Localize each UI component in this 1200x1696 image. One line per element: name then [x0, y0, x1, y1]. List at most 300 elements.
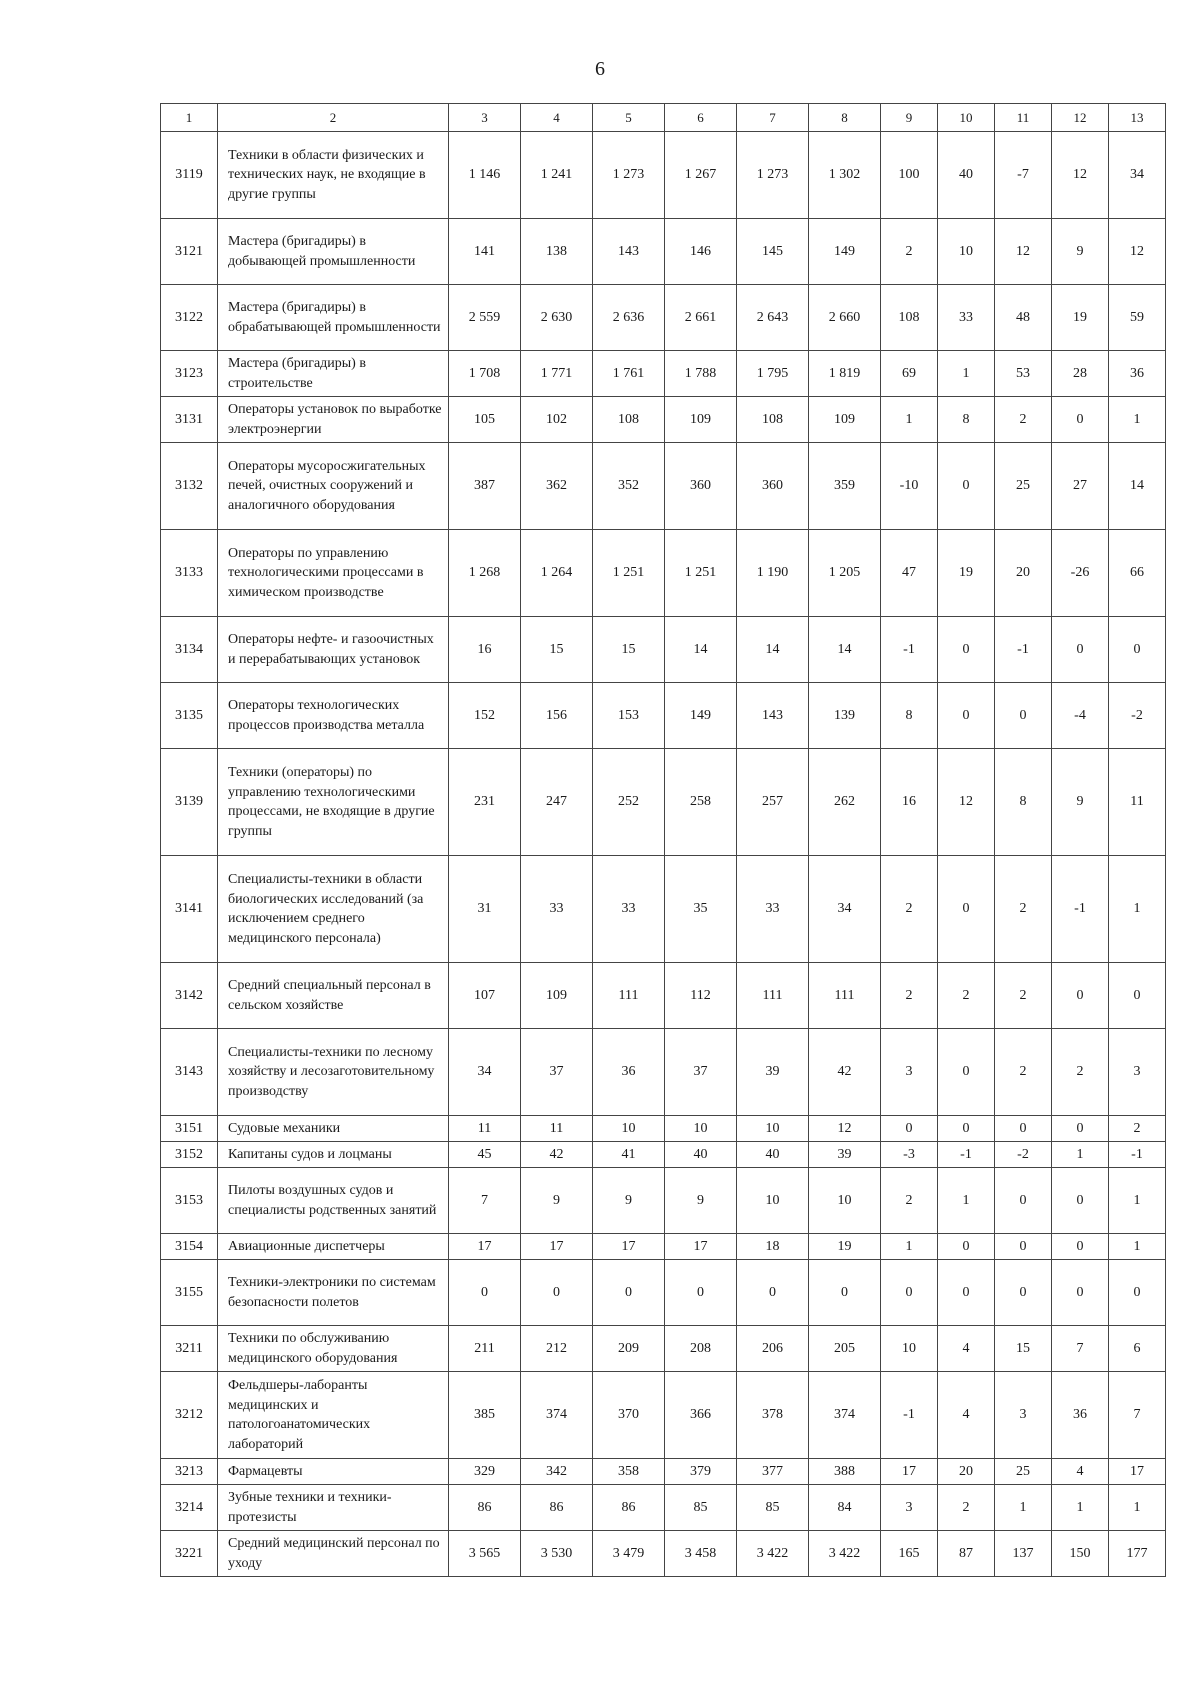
- value-cell: 17: [881, 1459, 938, 1485]
- value-cell: 10: [665, 1116, 737, 1142]
- value-cell: 0: [1052, 1260, 1109, 1326]
- value-cell: 10: [593, 1116, 665, 1142]
- value-cell: 112: [665, 963, 737, 1029]
- value-cell: 2 661: [665, 285, 737, 351]
- value-cell: 0: [938, 856, 995, 963]
- value-cell: 85: [665, 1485, 737, 1531]
- value-cell: 3 422: [737, 1531, 809, 1577]
- value-cell: 1: [1109, 1234, 1166, 1260]
- value-cell: -10: [881, 443, 938, 530]
- value-cell: 35: [665, 856, 737, 963]
- value-cell: 41: [593, 1142, 665, 1168]
- table-row: [161, 1326, 1166, 1372]
- value-cell: 143: [737, 683, 809, 749]
- value-cell: 2: [995, 856, 1052, 963]
- value-cell: -1: [1052, 856, 1109, 963]
- value-cell: 12: [995, 219, 1052, 285]
- value-cell: 19: [809, 1234, 881, 1260]
- value-cell: 146: [665, 219, 737, 285]
- value-cell: 47: [881, 530, 938, 617]
- occupation-name: Техники (операторы) по управлению технологическими процессами, не входящие в другие группы: [218, 749, 449, 856]
- occupation-name: Техники-электроники по системам безопасности полетов: [218, 1260, 449, 1326]
- value-cell: 137: [995, 1531, 1052, 1577]
- column-header: 4: [521, 104, 593, 132]
- value-cell: 1: [938, 351, 995, 397]
- value-cell: 1 819: [809, 351, 881, 397]
- occupation-code: 3123: [161, 351, 218, 397]
- value-cell: 143: [593, 219, 665, 285]
- table-row: [161, 1168, 1166, 1234]
- column-header: 2: [218, 104, 449, 132]
- occupation-code: 3213: [161, 1459, 218, 1485]
- value-cell: 17: [1109, 1459, 1166, 1485]
- occupation-name: Операторы мусоросжигательных печей, очистных сооружений и аналогичного оборудования: [218, 443, 449, 530]
- value-cell: 11: [521, 1116, 593, 1142]
- value-cell: 17: [449, 1234, 521, 1260]
- value-cell: 9: [1052, 219, 1109, 285]
- column-header: 7: [737, 104, 809, 132]
- value-cell: 108: [881, 285, 938, 351]
- value-cell: 2 636: [593, 285, 665, 351]
- value-cell: 138: [521, 219, 593, 285]
- occupation-name: Техники по обслуживанию медицинского оборудования: [218, 1326, 449, 1372]
- value-cell: 34: [809, 856, 881, 963]
- value-cell: 0: [1052, 1116, 1109, 1142]
- value-cell: 27: [1052, 443, 1109, 530]
- value-cell: 0: [995, 683, 1052, 749]
- table-row: [161, 397, 1166, 443]
- table-row: [161, 1372, 1166, 1459]
- value-cell: 20: [995, 530, 1052, 617]
- value-cell: 0: [737, 1260, 809, 1326]
- value-cell: 0: [938, 683, 995, 749]
- value-cell: 39: [809, 1142, 881, 1168]
- value-cell: 212: [521, 1326, 593, 1372]
- occupation-name: Фармацевты: [218, 1459, 449, 1485]
- value-cell: 1 241: [521, 132, 593, 219]
- value-cell: 0: [995, 1234, 1052, 1260]
- occupation-name: Средний специальный персонал в сельском хозяйстве: [218, 963, 449, 1029]
- value-cell: 7: [1109, 1372, 1166, 1459]
- table-row: [161, 1142, 1166, 1168]
- value-cell: 10: [737, 1116, 809, 1142]
- table-row: [161, 1459, 1166, 1485]
- value-cell: 40: [737, 1142, 809, 1168]
- value-cell: 42: [809, 1029, 881, 1116]
- value-cell: 10: [881, 1326, 938, 1372]
- value-cell: 0: [1052, 1234, 1109, 1260]
- value-cell: 0: [449, 1260, 521, 1326]
- table-row: [161, 617, 1166, 683]
- value-cell: 86: [521, 1485, 593, 1531]
- value-cell: 2 660: [809, 285, 881, 351]
- value-cell: 0: [938, 1260, 995, 1326]
- value-cell: 1 795: [737, 351, 809, 397]
- table-row: [161, 749, 1166, 856]
- value-cell: 0: [1052, 963, 1109, 1029]
- value-cell: 2: [938, 1485, 995, 1531]
- value-cell: 12: [1052, 132, 1109, 219]
- occupation-name: Специалисты-техники по лесному хозяйству и лесозаготовительному производству: [218, 1029, 449, 1116]
- value-cell: 9: [1052, 749, 1109, 856]
- value-cell: 28: [1052, 351, 1109, 397]
- value-cell: 19: [938, 530, 995, 617]
- value-cell: 12: [938, 749, 995, 856]
- table-row: [161, 1116, 1166, 1142]
- occupation-code: 3121: [161, 219, 218, 285]
- value-cell: 10: [809, 1168, 881, 1234]
- value-cell: 1 205: [809, 530, 881, 617]
- value-cell: 3 530: [521, 1531, 593, 1577]
- value-cell: -4: [1052, 683, 1109, 749]
- value-cell: 149: [809, 219, 881, 285]
- value-cell: 1 788: [665, 351, 737, 397]
- value-cell: 0: [1109, 617, 1166, 683]
- value-cell: 231: [449, 749, 521, 856]
- value-cell: 34: [1109, 132, 1166, 219]
- value-cell: 374: [521, 1372, 593, 1459]
- value-cell: 0: [593, 1260, 665, 1326]
- value-cell: 86: [449, 1485, 521, 1531]
- occupation-code: 3141: [161, 856, 218, 963]
- value-cell: 15: [593, 617, 665, 683]
- value-cell: 3: [881, 1029, 938, 1116]
- value-cell: 14: [809, 617, 881, 683]
- value-cell: 37: [665, 1029, 737, 1116]
- column-header: 6: [665, 104, 737, 132]
- value-cell: 247: [521, 749, 593, 856]
- value-cell: 14: [665, 617, 737, 683]
- value-cell: 33: [593, 856, 665, 963]
- page-number: 6: [595, 58, 605, 80]
- value-cell: 1: [1052, 1485, 1109, 1531]
- table-row: [161, 219, 1166, 285]
- occupation-code: 3155: [161, 1260, 218, 1326]
- value-cell: 8: [938, 397, 995, 443]
- value-cell: -7: [995, 132, 1052, 219]
- value-cell: 37: [521, 1029, 593, 1116]
- column-header: 12: [1052, 104, 1109, 132]
- data-table: [160, 103, 1166, 1577]
- value-cell: 165: [881, 1531, 938, 1577]
- occupation-code: 3131: [161, 397, 218, 443]
- occupation-code: 3142: [161, 963, 218, 1029]
- value-cell: 2: [995, 397, 1052, 443]
- value-cell: 86: [593, 1485, 665, 1531]
- value-cell: 2: [881, 963, 938, 1029]
- value-cell: 8: [881, 683, 938, 749]
- occupation-name: Пилоты воздушных судов и специалисты родственных занятий: [218, 1168, 449, 1234]
- value-cell: 19: [1052, 285, 1109, 351]
- value-cell: 102: [521, 397, 593, 443]
- value-cell: 1 273: [737, 132, 809, 219]
- value-cell: 342: [521, 1459, 593, 1485]
- table-row: [161, 530, 1166, 617]
- value-cell: 40: [938, 132, 995, 219]
- value-cell: 3: [1109, 1029, 1166, 1116]
- value-cell: 15: [521, 617, 593, 683]
- value-cell: 25: [995, 443, 1052, 530]
- value-cell: 109: [809, 397, 881, 443]
- value-cell: 40: [665, 1142, 737, 1168]
- occupation-code: 3143: [161, 1029, 218, 1116]
- value-cell: 69: [881, 351, 938, 397]
- column-header: 5: [593, 104, 665, 132]
- value-cell: 4: [938, 1326, 995, 1372]
- occupation-code: 3139: [161, 749, 218, 856]
- occupation-code: 3221: [161, 1531, 218, 1577]
- value-cell: -3: [881, 1142, 938, 1168]
- value-cell: 0: [938, 1234, 995, 1260]
- value-cell: 1 264: [521, 530, 593, 617]
- value-cell: 14: [737, 617, 809, 683]
- value-cell: 15: [995, 1326, 1052, 1372]
- occupation-name: Фельдшеры-лаборанты медицинских и патологоанатомических лабораторий: [218, 1372, 449, 1459]
- value-cell: 0: [938, 443, 995, 530]
- value-cell: 378: [737, 1372, 809, 1459]
- value-cell: -26: [1052, 530, 1109, 617]
- value-cell: 206: [737, 1326, 809, 1372]
- value-cell: 12: [1109, 219, 1166, 285]
- value-cell: 150: [1052, 1531, 1109, 1577]
- value-cell: 209: [593, 1326, 665, 1372]
- value-cell: 0: [995, 1260, 1052, 1326]
- value-cell: 139: [809, 683, 881, 749]
- value-cell: 145: [737, 219, 809, 285]
- value-cell: 360: [665, 443, 737, 530]
- value-cell: -1: [938, 1142, 995, 1168]
- value-cell: 9: [593, 1168, 665, 1234]
- value-cell: 10: [737, 1168, 809, 1234]
- value-cell: 3 422: [809, 1531, 881, 1577]
- column-header: 13: [1109, 104, 1166, 132]
- column-header: 8: [809, 104, 881, 132]
- value-cell: -1: [881, 1372, 938, 1459]
- value-cell: 84: [809, 1485, 881, 1531]
- value-cell: 12: [809, 1116, 881, 1142]
- value-cell: -2: [1109, 683, 1166, 749]
- value-cell: 7: [1052, 1326, 1109, 1372]
- value-cell: 2: [1052, 1029, 1109, 1116]
- value-cell: 31: [449, 856, 521, 963]
- value-cell: -2: [995, 1142, 1052, 1168]
- value-cell: 10: [938, 219, 995, 285]
- value-cell: 17: [521, 1234, 593, 1260]
- value-cell: 370: [593, 1372, 665, 1459]
- value-cell: 100: [881, 132, 938, 219]
- value-cell: 258: [665, 749, 737, 856]
- value-cell: -1: [1109, 1142, 1166, 1168]
- occupation-code: 3154: [161, 1234, 218, 1260]
- value-cell: 1 771: [521, 351, 593, 397]
- value-cell: 3 458: [665, 1531, 737, 1577]
- value-cell: 0: [995, 1116, 1052, 1142]
- value-cell: 53: [995, 351, 1052, 397]
- value-cell: 85: [737, 1485, 809, 1531]
- value-cell: 11: [1109, 749, 1166, 856]
- occupation-name: Техники в области физических и технических наук, не входящие в другие группы: [218, 132, 449, 219]
- value-cell: 14: [1109, 443, 1166, 530]
- value-cell: 1 302: [809, 132, 881, 219]
- value-cell: 1 273: [593, 132, 665, 219]
- value-cell: 0: [1109, 1260, 1166, 1326]
- value-cell: 2: [938, 963, 995, 1029]
- table-row: [161, 285, 1166, 351]
- value-cell: 16: [881, 749, 938, 856]
- occupation-name: Специалисты-техники в области биологических исследований (за исключением среднего медицинского персонала): [218, 856, 449, 963]
- value-cell: 2: [995, 963, 1052, 1029]
- value-cell: 1 190: [737, 530, 809, 617]
- value-cell: 1: [1109, 1168, 1166, 1234]
- value-cell: 359: [809, 443, 881, 530]
- value-cell: 33: [938, 285, 995, 351]
- value-cell: 109: [521, 963, 593, 1029]
- value-cell: 360: [737, 443, 809, 530]
- value-cell: 16: [449, 617, 521, 683]
- value-cell: 362: [521, 443, 593, 530]
- value-cell: 205: [809, 1326, 881, 1372]
- value-cell: 0: [938, 617, 995, 683]
- value-cell: 42: [521, 1142, 593, 1168]
- value-cell: 0: [938, 1029, 995, 1116]
- value-cell: 59: [1109, 285, 1166, 351]
- value-cell: 141: [449, 219, 521, 285]
- value-cell: 17: [665, 1234, 737, 1260]
- table-row: [161, 856, 1166, 963]
- value-cell: 379: [665, 1459, 737, 1485]
- value-cell: 177: [1109, 1531, 1166, 1577]
- value-cell: 9: [665, 1168, 737, 1234]
- table-row: [161, 1260, 1166, 1326]
- value-cell: 17: [593, 1234, 665, 1260]
- value-cell: 3 479: [593, 1531, 665, 1577]
- value-cell: 0: [1052, 1168, 1109, 1234]
- value-cell: 20: [938, 1459, 995, 1485]
- value-cell: 3: [881, 1485, 938, 1531]
- value-cell: 0: [809, 1260, 881, 1326]
- column-header: 11: [995, 104, 1052, 132]
- value-cell: 358: [593, 1459, 665, 1485]
- occupation-code: 3132: [161, 443, 218, 530]
- occupation-code: 3211: [161, 1326, 218, 1372]
- value-cell: 2: [881, 1168, 938, 1234]
- value-cell: 39: [737, 1029, 809, 1116]
- value-cell: 111: [737, 963, 809, 1029]
- table-row: [161, 963, 1166, 1029]
- value-cell: 0: [1052, 397, 1109, 443]
- value-cell: 107: [449, 963, 521, 1029]
- table-row: [161, 443, 1166, 530]
- value-cell: 1: [881, 1234, 938, 1260]
- value-cell: 4: [938, 1372, 995, 1459]
- value-cell: 4: [1052, 1459, 1109, 1485]
- value-cell: 1 251: [665, 530, 737, 617]
- value-cell: 387: [449, 443, 521, 530]
- value-cell: 36: [593, 1029, 665, 1116]
- value-cell: 0: [665, 1260, 737, 1326]
- value-cell: 2: [995, 1029, 1052, 1116]
- occupation-name: Операторы технологических процессов производства металла: [218, 683, 449, 749]
- value-cell: 111: [593, 963, 665, 1029]
- value-cell: 8: [995, 749, 1052, 856]
- column-header: 1: [161, 104, 218, 132]
- value-cell: 1: [1109, 1485, 1166, 1531]
- occupation-name: Авиационные диспетчеры: [218, 1234, 449, 1260]
- value-cell: 156: [521, 683, 593, 749]
- table-row: [161, 351, 1166, 397]
- value-cell: 2 643: [737, 285, 809, 351]
- value-cell: 211: [449, 1326, 521, 1372]
- occupation-code: 3119: [161, 132, 218, 219]
- value-cell: 329: [449, 1459, 521, 1485]
- occupation-name: Операторы по управлению технологическими процессами в химическом производстве: [218, 530, 449, 617]
- value-cell: 111: [809, 963, 881, 1029]
- occupation-code: 3152: [161, 1142, 218, 1168]
- value-cell: 1 708: [449, 351, 521, 397]
- value-cell: 0: [881, 1260, 938, 1326]
- value-cell: 1 146: [449, 132, 521, 219]
- value-cell: -1: [881, 617, 938, 683]
- occupation-name: Судовые механики: [218, 1116, 449, 1142]
- occupation-code: 3212: [161, 1372, 218, 1459]
- occupation-name: Зубные техники и техники-протезисты: [218, 1485, 449, 1531]
- value-cell: 385: [449, 1372, 521, 1459]
- value-cell: 2: [881, 219, 938, 285]
- value-cell: 2: [1109, 1116, 1166, 1142]
- value-cell: 377: [737, 1459, 809, 1485]
- value-cell: 1 268: [449, 530, 521, 617]
- value-cell: 105: [449, 397, 521, 443]
- occupation-name: Средний медицинский персонал по уходу: [218, 1531, 449, 1577]
- value-cell: 366: [665, 1372, 737, 1459]
- value-cell: 1 761: [593, 351, 665, 397]
- value-cell: 1: [1109, 856, 1166, 963]
- value-cell: 108: [737, 397, 809, 443]
- value-cell: 208: [665, 1326, 737, 1372]
- value-cell: 34: [449, 1029, 521, 1116]
- value-cell: 0: [1052, 617, 1109, 683]
- value-cell: 3 565: [449, 1531, 521, 1577]
- value-cell: 7: [449, 1168, 521, 1234]
- table-row: [161, 132, 1166, 219]
- table-row: [161, 1531, 1166, 1577]
- value-cell: 374: [809, 1372, 881, 1459]
- occupation-code: 3135: [161, 683, 218, 749]
- occupation-name: Мастера (бригадиры) в строительстве: [218, 351, 449, 397]
- table-row: [161, 683, 1166, 749]
- value-cell: 109: [665, 397, 737, 443]
- value-cell: 2 559: [449, 285, 521, 351]
- value-cell: 87: [938, 1531, 995, 1577]
- value-cell: 149: [665, 683, 737, 749]
- value-cell: 18: [737, 1234, 809, 1260]
- table-header-row: [161, 104, 1166, 132]
- value-cell: 6: [1109, 1326, 1166, 1372]
- value-cell: 352: [593, 443, 665, 530]
- occupation-name: Операторы установок по выработке электроэнергии: [218, 397, 449, 443]
- value-cell: 1: [1052, 1142, 1109, 1168]
- value-cell: 252: [593, 749, 665, 856]
- value-cell: 262: [809, 749, 881, 856]
- value-cell: 11: [449, 1116, 521, 1142]
- value-cell: 108: [593, 397, 665, 443]
- table-row: [161, 1029, 1166, 1116]
- value-cell: 36: [1109, 351, 1166, 397]
- value-cell: 0: [521, 1260, 593, 1326]
- value-cell: 66: [1109, 530, 1166, 617]
- value-cell: 33: [521, 856, 593, 963]
- value-cell: 0: [881, 1116, 938, 1142]
